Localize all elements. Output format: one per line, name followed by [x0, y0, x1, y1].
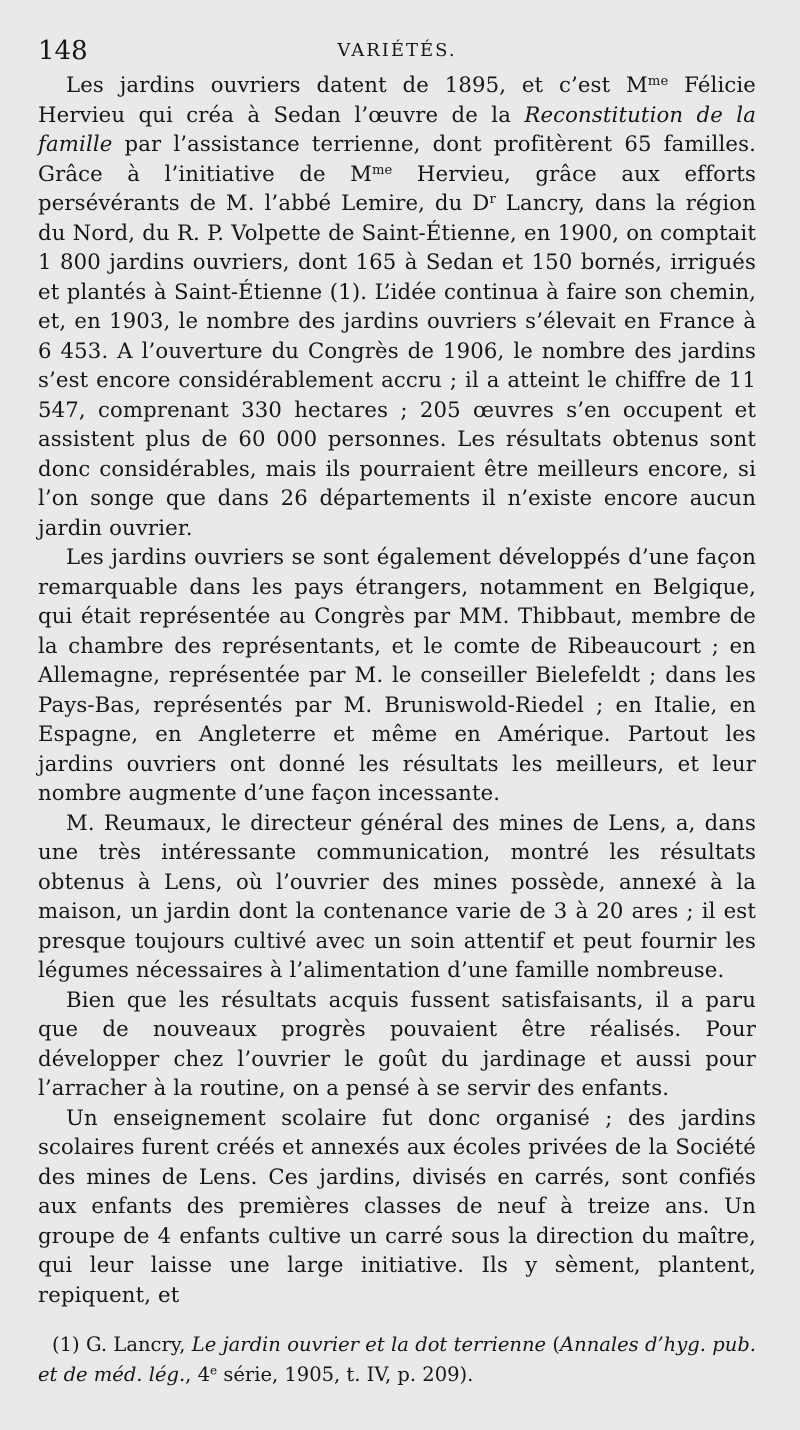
footnote-title: Le jardin ouvrier et la dot terrienne	[191, 1333, 547, 1356]
paragraph-1: Les jardins ouvriers datent de 1895, et c’est $M^{me}$ Félicie Hervieu qui créa à Sedan l’œuvre de la Reconstitution de la famille par l’assistance terrienne, dont profitèrent 65 familles. Grâce à l’initiative de $M^{me}$ Hervieu, grâce aux efforts persévérants de M. l’abbé Lemire, du $D^r$ Lancry, dans la région du Nord, du R. P. Volpette de Saint-Étienne, en 1900, on comptait 1 800 jardins ouvriers, dont 165 à Sedan et 150 bornés, irrigués et plantés à Saint-Étienne (1). L’idée continua à faire son chemin, et, en 1903, le nombre des jardins ouvriers s’élevait en France à 6 453. A l’ouverture du Congrès de 1906, le nombre des jardins s’est encore considérablement accru ; il a atteint le chiffre de 11 547, comprenant 330 hectares ; 205 œuvres s’en occupent et assistent plus de 60 000 personnes. Les résultats obtenus sont donc considérables, mais ils pourraient être meilleurs encore, si l’on songe que dans 26 départements il n’existe encore aucun jardin ouvrier.	[38, 72, 756, 540]
paragraph-4: Bien que les résultats acquis fussent satisfaisants, il a paru que de nouveaux progrès pouvaient être réalisés. Pour développer chez l’ouvrier le goût du jardinage et aussi pour l’arracher à la routine, on a pensé à se servir des enfants.	[38, 986, 756, 1100]
paragraph-5: Un enseignement scolaire fut donc organisé ; des jardins scolaires furent créés et annexés aux écoles privées de la Société des mines de Lens. Ces jardins, divisés en carrés, sont confiés aux enfants des premières classes de neuf à treize ans. Un groupe de 4 enfants cultive un carré sous la direction du maître, qui leur laisse une large initiative. Ils y sèment, plantent, repiquent, et	[38, 1104, 756, 1307]
footnote-journal: Annales d’hyg. pub. et de méd. lég.	[38, 1333, 757, 1386]
page-header	[38, 30, 756, 70]
paragraph-2: Les jardins ouvriers se sont également développés d’une façon remarquable dans les pays étrangers, notamment en Belgique, qui était représentée au Congrès par MM. Thibbaut, membre de la chambre des représentants, et le comte de Ribeaucourt ; en Allemagne, représentée par M. le conseiller Bielefeldt ; dans les Pays-Bas, représentés par M. Bruniswold-Riedel ; en Italie, en Espagne, en Angleterre et même en Amérique. Partout les jardins ouvriers ont donné les résultats les meilleurs, et leur nombre augmente d’une façon incessante.	[38, 544, 756, 805]
body-text	[38, 70, 756, 1309]
page-number: 148	[38, 36, 88, 66]
italic-title: Reconstitution de la famille	[38, 101, 756, 156]
footnote-1: (1) G. Lancry, Le jardin ouvrier et la dot terrienne (Annales d’hyg. pub. et de méd. lég., 4e série, 1905, t. IV, p. 209).	[38, 1333, 757, 1386]
footnotes	[38, 1330, 756, 1390]
running-head: VARIÉTÉS.	[337, 40, 457, 61]
paragraph-3: M. Reumaux, le directeur général des mines de Lens, a, dans une très intéressante communication, montré les résultats obtenus à Lens, où l’ouvrier des mines possède, annexé à la maison, un jardin dont la contenance varie de 3 à 20 ares ; il est presque toujours cultivé avec un soin attentif et peut fournir les légumes nécessaires à l’alimentation d’une famille nombreuse.	[38, 809, 756, 982]
